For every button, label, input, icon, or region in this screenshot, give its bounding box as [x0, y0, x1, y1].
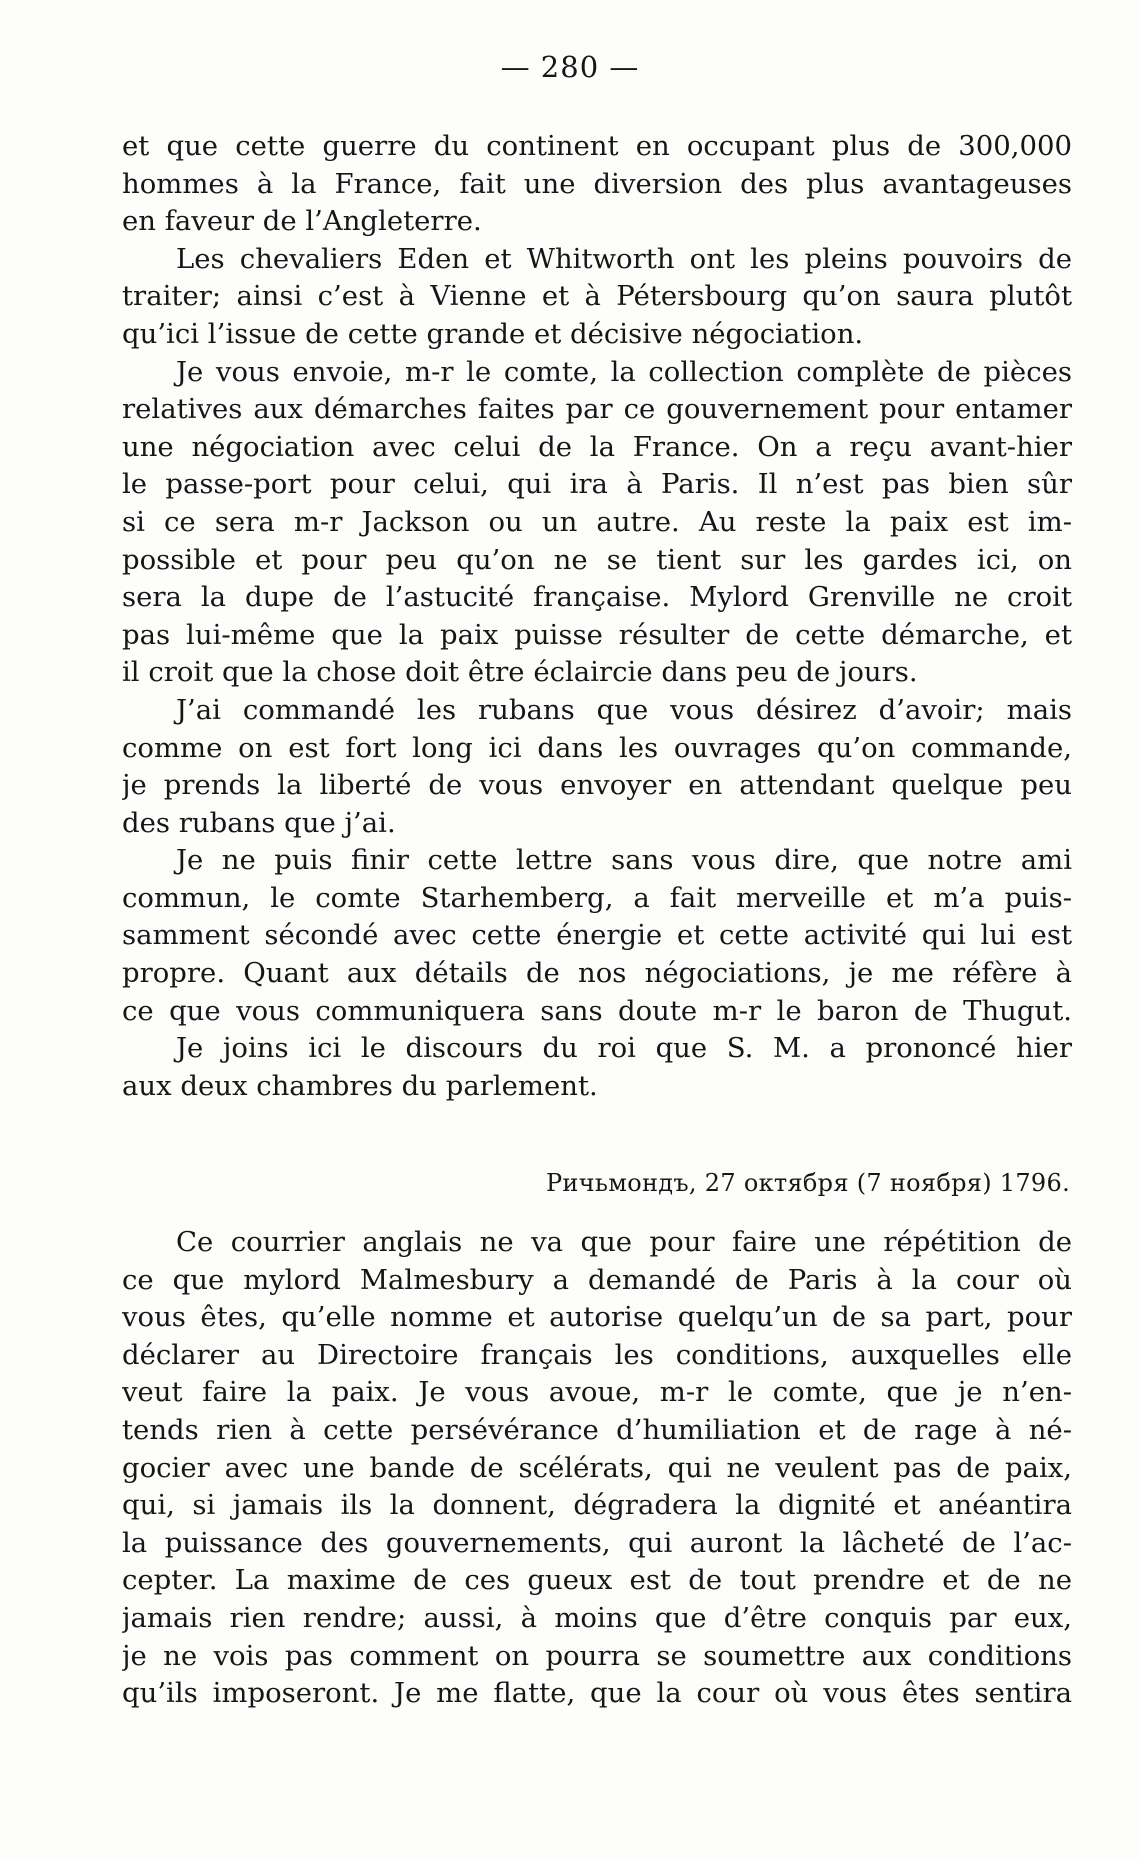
- text-line: J’ai commandé les rubans que vous désirez d’avoir; mais: [176, 693, 1072, 726]
- page-number: — 280 —: [500, 50, 640, 84]
- text-line: commun, le comte Starhemberg, a fait merveille et m’a puis-: [122, 881, 1072, 914]
- text-line: je ne vois pas comment on pourra se soumettre aux conditions: [122, 1639, 1072, 1672]
- text-line: propre. Quant aux détails de nos négociations, je me réfère à: [122, 957, 1072, 990]
- text-line: cepter. La maxime de ces gueux est de tout prendre et de ne: [122, 1564, 1072, 1597]
- letter-dateline: Ричьмондъ, 27 октября (7 ноября) 1796.: [545, 1169, 1070, 1197]
- text-line: Je joins ici le discours du roi que S. M. a prononcé hier: [176, 1032, 1072, 1065]
- text-line: jamais rien rendre; aussi, à moins que d’être conquis par eux,: [122, 1601, 1072, 1634]
- text-line: gocier avec une bande de scélérats, qui ne veulent pas de paix,: [122, 1451, 1072, 1484]
- text-line: la puissance des gouvernements, qui auront la lâcheté de l’ac-: [122, 1526, 1072, 1559]
- text-line: vous êtes, qu’elle nomme et autorise quelqu’un de sa part, pour: [122, 1301, 1072, 1334]
- text-line: samment sécondé avec cette énergie et cette activité qui lui est: [122, 919, 1072, 952]
- text-line: Ce courrier anglais ne va que pour faire une répétition de: [176, 1226, 1072, 1258]
- text-line: qu’ils imposeront. Je me flatte, que la cour où vous êtes sentira: [122, 1677, 1072, 1710]
- letter-body-second: [122, 1224, 1072, 1713]
- text-line: en faveur de l’Angleterre.: [122, 205, 482, 238]
- text-line: pas lui-même que la paix puisse résulter de cette démarche, et: [122, 618, 1072, 651]
- text-line: Je vous envoie, m-r le comte, la collection complète de pièces: [176, 355, 1072, 388]
- text-line: sera la dupe de l’astucité française. Mylord Grenville ne croit: [122, 581, 1072, 614]
- text-line: une négociation avec celui de la France. On a reçu avant-hier: [122, 430, 1072, 463]
- text-line: déclarer au Directoire français les conditions, auxquelles elle: [122, 1338, 1072, 1371]
- text-line: il croit que la chose doit être éclaircie dans peu de jours.: [122, 656, 918, 689]
- text-line: possible et pour peu qu’on ne se tient sur les gardes ici, on: [122, 543, 1072, 576]
- text-line: le passe-port pour celui, qui ira à Paris. Il n’est pas bien sûr: [122, 468, 1072, 501]
- text-line: ce que vous communiquera sans doute m-r le baron de Thugut.: [122, 994, 1072, 1027]
- text-line: tends rien à cette persévérance d’humiliation et de rage à né-: [122, 1413, 1072, 1446]
- text-line: hommes à la France, fait une diversion des plus avantageuses: [122, 167, 1072, 200]
- text-line: des rubans que j’ai.: [122, 806, 396, 839]
- letter-body-first: [122, 128, 1072, 1105]
- text-line: qui, si jamais ils la donnent, dégradera la dignité et anéantira: [122, 1489, 1072, 1522]
- text-line: veut faire la paix. Je vous avoue, m-r le comte, que je n’en-: [122, 1376, 1072, 1409]
- text-line: traiter; ainsi c’est à Vienne et à Pétersbourg qu’on saura plutôt: [122, 280, 1072, 313]
- text-line: Les chevaliers Eden et Whitworth ont les pleins pouvoirs de: [176, 242, 1072, 275]
- text-line: relatives aux démarches faites par ce gouvernement pour entamer: [122, 393, 1072, 426]
- text-line: ce que mylord Malmesbury a demandé de Paris à la cour où: [122, 1263, 1072, 1296]
- text-line: je prends la liberté de vous envoyer en attendant quelque peu: [122, 769, 1072, 802]
- text-line: et que cette guerre du continent en occupant plus de 300,000: [122, 130, 1072, 162]
- text-line: aux deux chambres du parlement.: [122, 1069, 598, 1102]
- text-line: comme on est fort long ici dans les ouvrages qu’on commande,: [122, 731, 1072, 764]
- text-line: qu’ici l’issue de cette grande et décisive négociation.: [122, 317, 864, 350]
- text-line: si ce sera m-r Jackson ou un autre. Au reste la paix est im-: [122, 505, 1072, 538]
- text-line: Je ne puis finir cette lettre sans vous dire, que notre ami: [176, 844, 1072, 877]
